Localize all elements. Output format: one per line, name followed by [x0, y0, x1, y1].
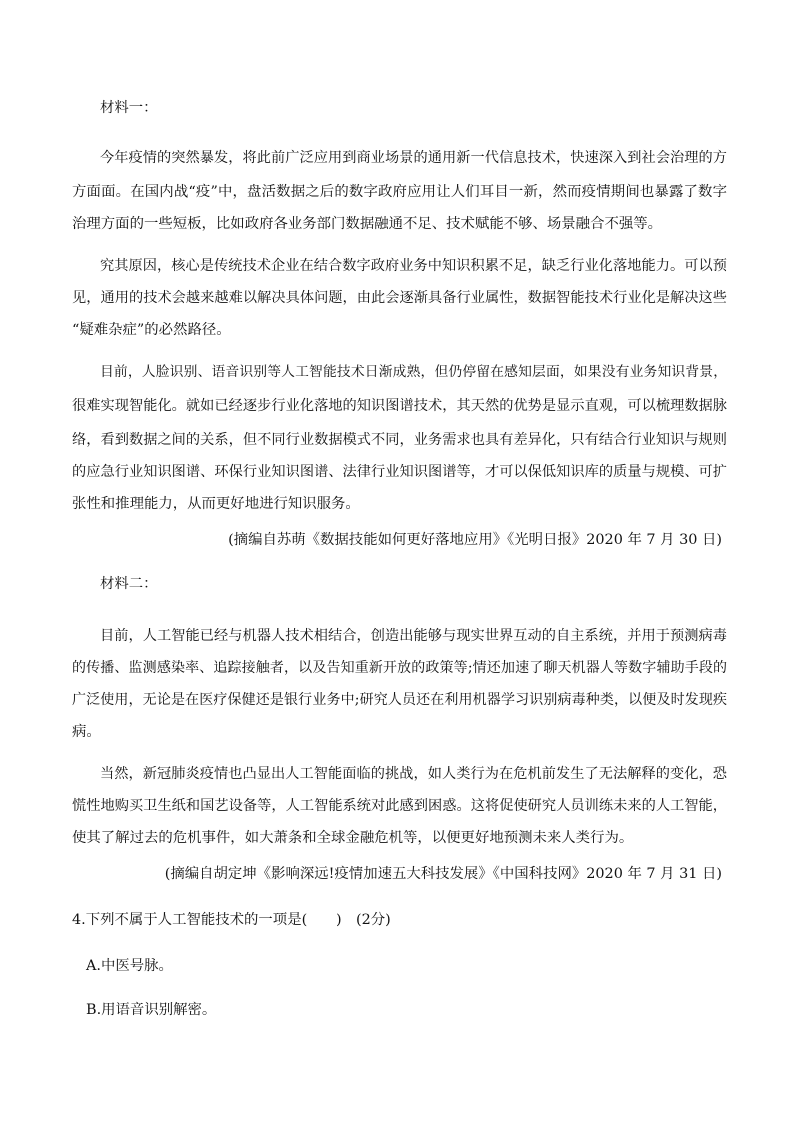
material2-p2-line1: 当然，新冠肺炎疫情也凸显出人工智能面临的挑战，如人类行为在危机前发生了无法解释的变化，恐: [100, 766, 727, 782]
material1-p1-line2: 方面面。在国内战“疫”中，盘活数据之后的数字政府应用让人们耳目一新，然而疫情期间也暴露了数字: [72, 184, 727, 200]
option-a: A.中医号脉。: [86, 958, 173, 974]
material2-label: 材料二：: [100, 576, 158, 592]
material1-p2-line3: “疑难杂症”的必然路径。: [72, 322, 231, 338]
material2-p1-line3: 广泛使用，无论是在医疗保健还是银行业务中;研究人员还在利用机器学习识别病毒种类，以便及时发现疾: [72, 692, 727, 708]
material2-p1-line2: 的传播、监测感染率、追踪接触者，以及告知重新开放的政策等;情还加速了聊天机器人等数字辅助手段的: [72, 660, 727, 676]
material2-source: (摘编自胡定坤《影响深远!疫情加速五大科技发展》《中国科技网》2020 年 7 月 31 日): [164, 866, 722, 882]
material1-p3-line4: 的应急行业知识图谱、环保行业知识图谱、法律行业知识图谱等，才可以保低知识库的质量与规模、可扩: [72, 464, 727, 480]
material2-p1-line4: 病。: [72, 724, 101, 740]
option-b: B.用语音识别解密。: [86, 1002, 217, 1018]
material1-p3-line5: 张性和推理能力，从而更好地进行知识服务。: [72, 496, 360, 512]
material1-p2-line1: 究其原因，核心是传统技术企业在结合数字政府业务中知识积累不足，缺乏行业化落地能力。可以预: [100, 258, 727, 274]
material1-p3-line2: 很难实现智能化。就如已经逐步行业化落地的知识图谱技术，其天然的优势是显示直观，可以梳理数据脉: [72, 398, 727, 414]
material1-source: (摘编自苏萌《数据技能如何更好落地应用》《光明日报》2020 年 7 月 30 日): [228, 532, 722, 548]
material2-p2-line2: 慌性地购买卫生纸和国艺设备等，人工智能系统对此感到困惑。这将促使研究人员训练未来的人工智能，: [72, 798, 727, 814]
material1-p3-line1: 目前，人脸识别、语音识别等人工智能技术日渐成熟，但仍停留在感知层面，如果没有业务知识背景，: [100, 364, 727, 380]
question-stem: 4.下列不属于人工智能技术的一项是( ) (2分): [72, 912, 391, 928]
material1-p2-line2: 见，通用的技术会越来越难以解决具体问题，由此会逐渐具备行业属性，数据智能技术行业化是解决这些: [72, 290, 727, 306]
material2-p2-line3: 使其了解过去的危机事件，如大萧条和全球金融危机等，以便更好地预测未来人类行为。: [72, 830, 634, 846]
material1-p1-line3: 治理方面的一些短板，比如政府各业务部门数据融通不足、技术赋能不够、场景融合不强等。: [72, 216, 663, 232]
material1-p1-line1: 今年疫情的突然暴发，将此前广泛应用到商业场景的通用新一代信息技术，快速深入到社会治理的方: [100, 150, 727, 166]
material2-p1-line1: 目前，人工智能已经与机器人技术相结合，创造出能够与现实世界互动的自主系统，并用于预测病毒: [100, 628, 727, 644]
material1-label: 材料一：: [100, 100, 158, 116]
material1-p3-line3: 络，看到数据之间的关系，但不同行业数据模式不同，业务需求也具有差异化，只有结合行业知识与规则: [72, 432, 727, 448]
